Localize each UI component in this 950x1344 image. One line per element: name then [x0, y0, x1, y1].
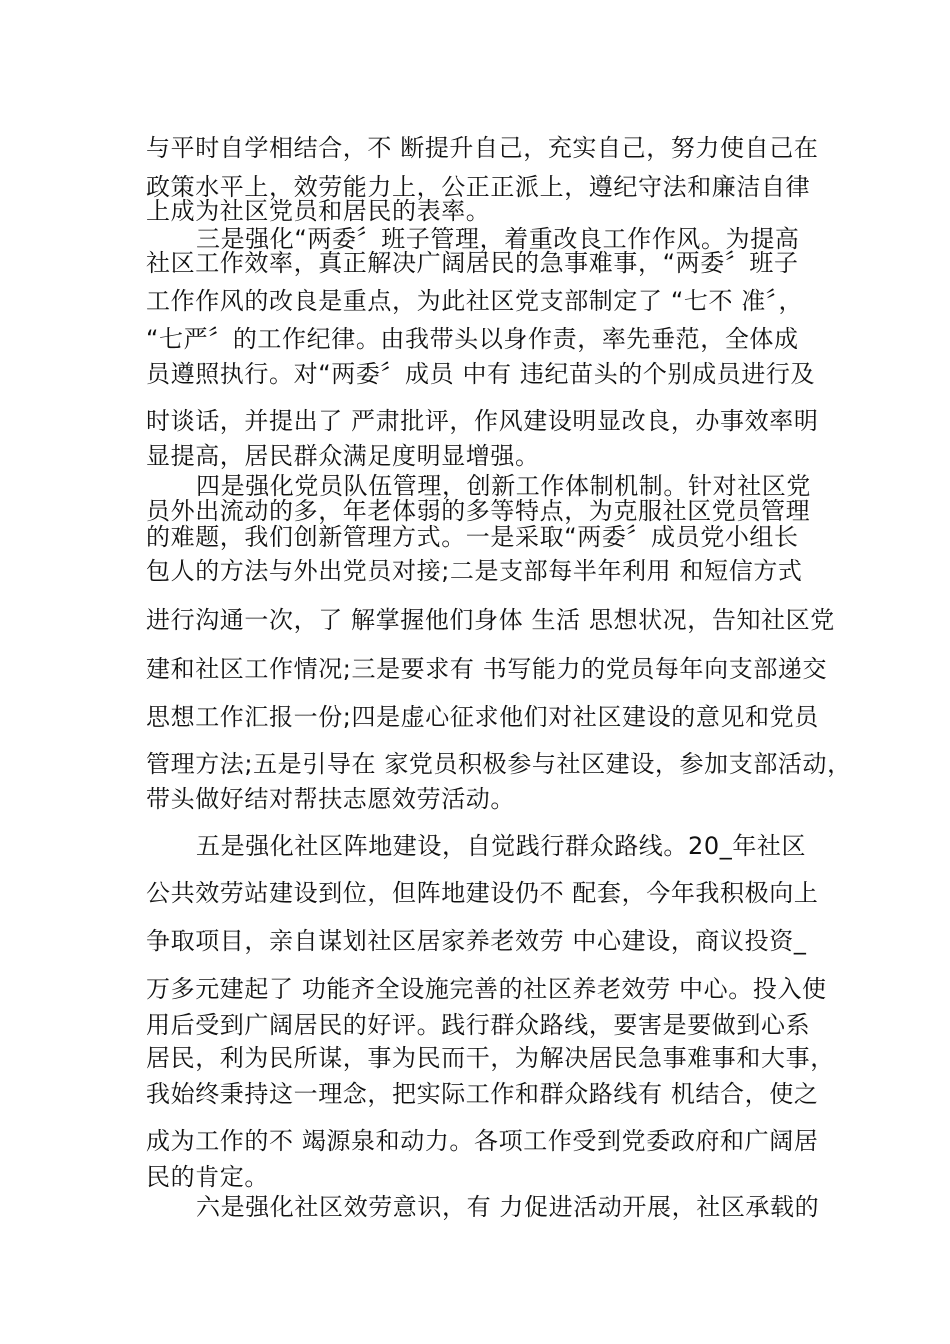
- text-line: “七严〞的工作纪律。由我带头以身作责，率先垂范，全体成: [146, 325, 799, 353]
- text-line: 五是强化社区阵地建设，自觉践行群众路线。20_年社区: [196, 832, 807, 860]
- text-line: 政策水平上，效劳能力上，公正正派上，遵纪守法和廉洁自律: [146, 173, 811, 201]
- text-line: 的难题，我们创新管理方式。一是采取“两委〞成员党小组长: [146, 523, 799, 551]
- text-line: 员遵照执行。对“两委〞成员 中有 违纪苗头的个别成员进行及: [146, 360, 816, 388]
- text-line: 进行沟通一次，了 解掌握他们身体 生活 思想状况，告知社区党: [146, 606, 835, 634]
- text-line: 民的肯定。: [146, 1163, 269, 1191]
- text-line: 建和社区工作情况;三是要求有 书写能力的党员每年向支部递交: [146, 655, 828, 683]
- text-line: 成为工作的不 竭源泉和动力。各项工作受到党委政府和广阔居: [146, 1127, 819, 1155]
- text-line: 带头做好结对帮扶志愿效劳活动。: [146, 785, 515, 813]
- text-line: 上成为社区党员和居民的表率。: [146, 197, 491, 225]
- text-line: 用后受到广阔居民的好评。践行群众路线，要害是要做到心系: [146, 1011, 811, 1039]
- text-line: 管理方法;五是引导在 家党员积极参与社区建设，参加支部活动，: [146, 750, 852, 778]
- text-line: 我始终秉持这一理念，把实际工作和群众路线有 机结合，使之: [146, 1080, 819, 1108]
- text-line: 六是强化社区效劳意识，有 力促进活动开展，社区承载的: [196, 1193, 820, 1221]
- text-line: 社区工作效率，真正解决广阔居民的急事难事，“两委〞班子: [146, 249, 799, 277]
- text-line: 思想工作汇报一份;四是虚心征求他们对社区建设的意见和党员: [146, 703, 819, 731]
- text-line: 四是强化党员队伍管理，创新工作体制机制。针对社区党: [196, 472, 811, 500]
- text-line: 争取项目，亲自谋划社区居家养老效劳 中心建设，商议投资_: [146, 927, 807, 955]
- text-line: 三是强化“两委〞班子管理，着重改良工作作风。为提高: [196, 225, 800, 253]
- text-line: 万多元建起了 功能齐全设施完善的社区养老效劳 中心。投入使: [146, 975, 827, 1003]
- text-line: 居民，利为民所谋，事为民而干，为解决居民急事难事和大事，: [146, 1044, 835, 1072]
- text-line: 显提高，居民群众满足度明显增强。: [146, 442, 540, 470]
- text-line: 包人的方法与外出党员对接;二是支部每半年利用 和短信方式: [146, 557, 803, 585]
- text-line: 工作作风的改良是重点，为此社区党支部制定了 “七不 准〞，: [146, 287, 804, 315]
- text-line: 员外出流动的多，年老体弱的多等特点，为克服社区党员管理: [146, 497, 811, 525]
- text-line: 公共效劳站建设到位，但阵地建设仍不 配套，今年我积极向上: [146, 879, 819, 907]
- text-line: 与平时自学相结合，不 断提升自己，充实自己，努力使自己在: [146, 134, 819, 162]
- text-line: 时谈话，并提出了 严肃批评，作风建设明显改良，办事效率明: [146, 407, 819, 435]
